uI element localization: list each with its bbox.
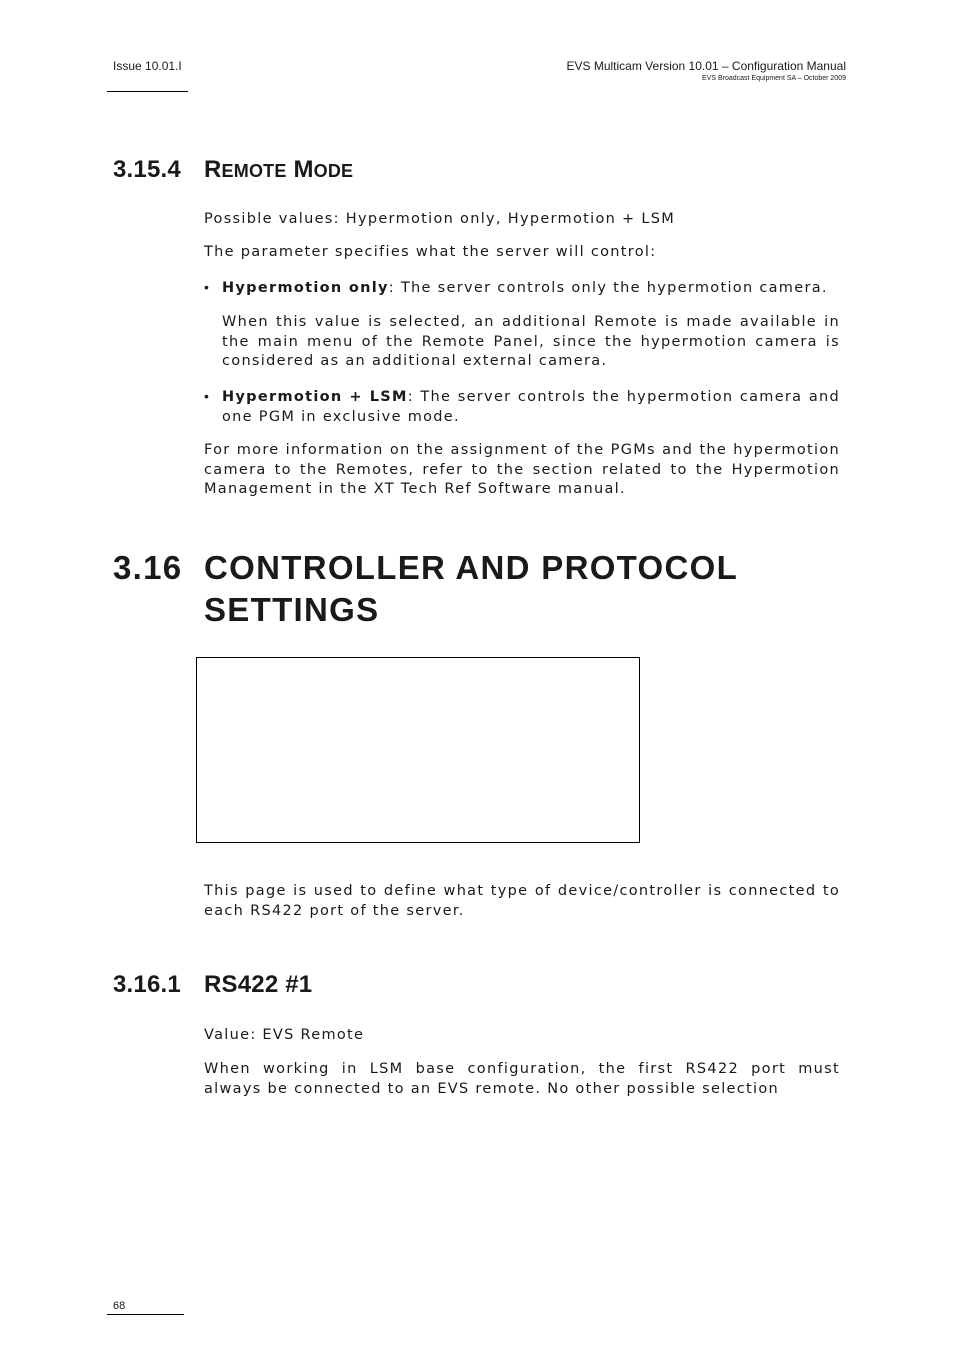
header-title: EVS Multicam Version 10.01 – Configuration Manual — [566, 59, 846, 73]
section-title: CONTROLLER AND PROTOCOL SETTINGS — [204, 549, 739, 628]
bullet-term: Hypermotion only — [222, 280, 389, 296]
bullet-dot: • — [204, 279, 209, 295]
section-number: 3.16 — [113, 549, 183, 586]
footer-divider — [107, 1314, 184, 1315]
intro-text: The parameter specifies what the server will control: — [204, 244, 657, 260]
header-subtitle: EVS Broadcast Equipment SA – October 2009 — [702, 75, 846, 82]
section-heading-3-16 — [113, 547, 813, 637]
section-number: 3.15.4 — [113, 156, 181, 183]
section-title: REMOTE MODE — [204, 156, 354, 183]
section-3-16-description: This page is used to define what type of device/controller is connected to each RS422 port of the server. — [204, 883, 840, 919]
section-number: 3.16.1 — [113, 971, 181, 998]
section-heading-3-16-1 — [113, 971, 713, 1001]
more-info-text: For more information on the assignment of the PGMs and the hypermotion camera to the Remotes, refer to the section related to the Hypermotion Management in the XT Tech Ref Software manual. — [204, 442, 840, 497]
bullet-hypermotion-lsm — [222, 388, 840, 427]
section-title: RS422 #1 — [204, 971, 313, 998]
rs422-description: When working in LSM base configuration, the first RS422 port must always be connected to an EVS remote. No other possible selection — [204, 1061, 840, 1097]
section-heading-3-15-4 — [113, 156, 713, 186]
possible-values: Possible values: Hypermotion only, Hypermotion + LSM — [204, 211, 676, 227]
bullet-dot: • — [204, 388, 209, 404]
screenshot-placeholder-frame — [196, 657, 640, 843]
bullet-text: : The server controls only the hypermotion camera. — [388, 280, 828, 296]
bullet-text: : The server controls the hypermotion camera and one PGM in exclusive mode. — [222, 389, 841, 425]
bullet-hypermotion-only — [222, 279, 840, 299]
rs422-value: Value: EVS Remote — [204, 1027, 365, 1043]
header-divider — [107, 91, 188, 92]
header-issue: Issue 10.01.I — [113, 59, 182, 73]
header-right — [567, 59, 847, 83]
page-number: 68 — [113, 1300, 126, 1312]
bullet-extra-text: When this value is selected, an additional Remote is made available in the main menu of the Remote Panel, since the hypermotion camera is considered as an additional external camera. — [222, 314, 840, 369]
bullet-term: Hypermotion + LSM — [222, 389, 408, 405]
